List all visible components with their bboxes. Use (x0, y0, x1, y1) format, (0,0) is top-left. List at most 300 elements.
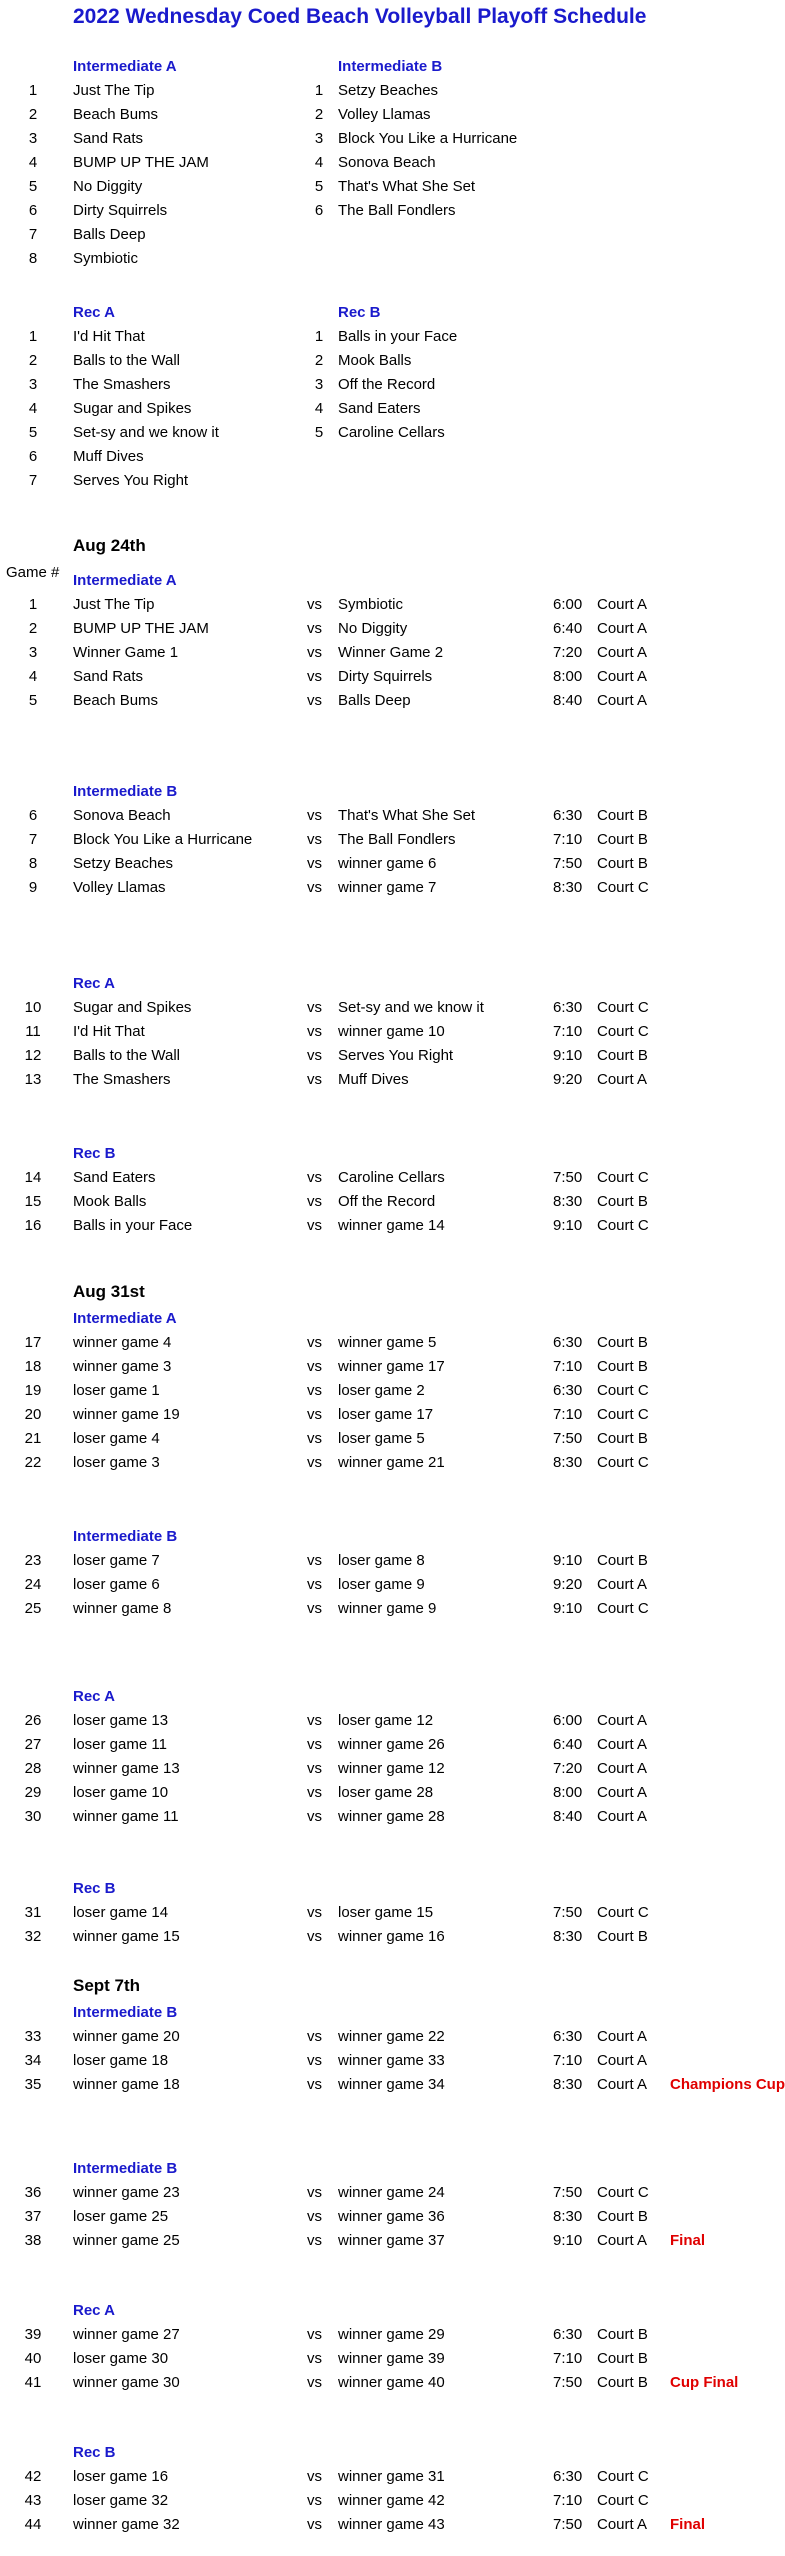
seed-number: 4 (28, 154, 38, 171)
game-court: Court C (597, 1600, 649, 1617)
seed-group-heading: Rec A (73, 304, 115, 321)
game-time: 9:10 (553, 1552, 583, 1569)
team-a: Sugar and Spikes (73, 999, 192, 1016)
team-a: Just The Tip (73, 596, 155, 613)
game-court: Court A (597, 620, 648, 637)
vs-label: vs (307, 1358, 322, 1375)
game-number: 39 (24, 2326, 42, 2343)
seed-team: Balls in your Face (338, 328, 458, 345)
team-a: loser game 14 (73, 1904, 169, 1921)
vs-label: vs (307, 596, 322, 613)
game-number: 12 (24, 1047, 42, 1064)
game-court: Court C (597, 879, 649, 896)
team-b: winner game 43 (338, 2516, 445, 2533)
vs-label: vs (307, 2374, 322, 2391)
vs-label: vs (307, 2184, 322, 2201)
vs-label: vs (307, 692, 322, 709)
game-time: 8:30 (553, 1928, 583, 1945)
final-label: Final (670, 2232, 706, 2249)
seed-team: Sand Rats (73, 130, 144, 147)
team-a: Balls to the Wall (73, 1047, 180, 1064)
game-court: Court A (597, 1736, 648, 1753)
game-time: 8:30 (553, 1454, 583, 1471)
game-time: 8:00 (553, 668, 583, 685)
seed-team: I'd Hit That (73, 328, 145, 345)
vs-label: vs (307, 1712, 322, 1729)
seed-number: 1 (314, 82, 324, 99)
seed-group-heading: Rec B (338, 304, 381, 321)
vs-label: vs (307, 1217, 322, 1234)
game-number: 31 (24, 1904, 42, 1921)
game-number: 32 (24, 1928, 42, 1945)
seed-number: 1 (314, 328, 324, 345)
seed-team: The Ball Fondlers (338, 202, 456, 219)
division-heading: Intermediate B (73, 1528, 178, 1545)
game-number: 5 (28, 692, 38, 709)
game-time: 7:20 (553, 644, 583, 661)
seed-number: 5 (314, 424, 324, 441)
day-heading: Aug 24th (73, 536, 146, 555)
seed-team: No Diggity (73, 178, 143, 195)
division-heading: Rec A (73, 975, 115, 992)
team-b: Symbiotic (338, 596, 404, 613)
team-a: loser game 1 (73, 1382, 160, 1399)
team-a: The Smashers (73, 1071, 171, 1088)
seed-team: Mook Balls (338, 352, 412, 369)
vs-label: vs (307, 2326, 322, 2343)
game-court: Court B (597, 1334, 648, 1351)
seed-team: Set-sy and we know it (73, 424, 219, 441)
game-time: 8:30 (553, 2076, 583, 2093)
team-b: No Diggity (338, 620, 408, 637)
game-number: 41 (24, 2374, 42, 2391)
game-court: Court A (597, 2052, 648, 2069)
final-label: Final (670, 2516, 706, 2533)
game-court: Court C (597, 1217, 649, 1234)
game-time: 9:10 (553, 1217, 583, 1234)
game-court: Court B (597, 1928, 648, 1945)
team-b: Off the Record (338, 1193, 436, 1210)
team-a: winner game 20 (73, 2028, 180, 2045)
team-a: winner game 27 (73, 2326, 180, 2343)
vs-label: vs (307, 1334, 322, 1351)
game-number: 25 (24, 1600, 42, 1617)
team-b: Balls Deep (338, 692, 411, 709)
team-a: loser game 4 (73, 1430, 160, 1447)
seed-group-heading: Intermediate A (73, 58, 177, 75)
game-time: 8:00 (553, 1784, 583, 1801)
game-court: Court C (597, 1454, 649, 1471)
vs-label: vs (307, 1382, 322, 1399)
team-b: Set-sy and we know it (338, 999, 484, 1016)
game-court: Court B (597, 2374, 648, 2391)
game-court: Court C (597, 999, 649, 1016)
game-time: 6:30 (553, 1334, 583, 1351)
division-heading: Intermediate A (73, 572, 177, 589)
game-court: Court A (597, 1071, 648, 1088)
game-time: 8:40 (553, 692, 583, 709)
game-time: 7:10 (553, 1023, 583, 1040)
division-heading: Rec B (73, 1145, 116, 1162)
team-b: loser game 8 (338, 1552, 425, 1569)
game-number: 16 (24, 1217, 42, 1234)
seed-number: 3 (28, 130, 38, 147)
page-title: 2022 Wednesday Coed Beach Volleyball Playoff Schedule (73, 5, 647, 28)
game-number: 24 (24, 1576, 42, 1593)
final-label: Cup Final (670, 2374, 739, 2391)
team-b: Caroline Cellars (338, 1169, 445, 1186)
vs-label: vs (307, 1193, 322, 1210)
game-time: 8:30 (553, 1193, 583, 1210)
team-a: winner game 19 (73, 1406, 180, 1423)
team-a: winner game 18 (73, 2076, 180, 2093)
seed-team: BUMP UP THE JAM (73, 154, 209, 171)
seed-team: Balls Deep (73, 226, 146, 243)
game-court: Court A (597, 644, 648, 661)
vs-label: vs (307, 855, 322, 872)
seed-team: Dirty Squirrels (73, 202, 168, 219)
vs-label: vs (307, 1928, 322, 1945)
vs-label: vs (307, 1760, 322, 1777)
game-time: 9:10 (553, 2232, 583, 2249)
game-time: 9:20 (553, 1576, 583, 1593)
game-number: 23 (24, 1552, 42, 1569)
seed-number: 1 (28, 82, 38, 99)
division-heading: Intermediate B (73, 783, 178, 800)
game-number: 34 (24, 2052, 42, 2069)
vs-label: vs (307, 1736, 322, 1753)
seed-team: Symbiotic (73, 250, 139, 267)
game-number: 40 (24, 2350, 42, 2367)
team-a: winner game 15 (73, 1928, 180, 1945)
seed-number: 2 (314, 106, 324, 123)
vs-label: vs (307, 1552, 322, 1569)
game-court: Court A (597, 1808, 648, 1825)
team-b: loser game 17 (338, 1406, 434, 1423)
team-b: That's What She Set (338, 807, 476, 824)
vs-label: vs (307, 2076, 322, 2093)
seed-team: Muff Dives (73, 448, 144, 465)
game-court: Court C (597, 1406, 649, 1423)
vs-label: vs (307, 807, 322, 824)
game-court: Court C (597, 2492, 649, 2509)
vs-label: vs (307, 2350, 322, 2367)
seed-number: 4 (314, 400, 324, 417)
team-a: Beach Bums (73, 692, 159, 709)
game-number: 27 (24, 1736, 42, 1753)
game-time: 7:10 (553, 2052, 583, 2069)
division-heading: Rec A (73, 1688, 115, 1705)
team-b: winner game 5 (338, 1334, 437, 1351)
seed-number: 3 (28, 376, 38, 393)
game-number: 37 (24, 2208, 42, 2225)
team-b: Muff Dives (338, 1071, 409, 1088)
division-heading: Intermediate B (73, 2004, 178, 2021)
team-b: winner game 6 (338, 855, 437, 872)
vs-label: vs (307, 2492, 322, 2509)
game-time: 6:40 (553, 1736, 583, 1753)
team-a: Block You Like a Hurricane (73, 831, 253, 848)
team-a: Sonova Beach (73, 807, 171, 824)
vs-label: vs (307, 999, 322, 1016)
day-heading: Aug 31st (73, 1282, 145, 1301)
team-a: Winner Game 1 (73, 644, 179, 661)
vs-label: vs (307, 1454, 322, 1471)
team-b: winner game 22 (338, 2028, 445, 2045)
final-label: Champions Cup (670, 2076, 785, 2093)
team-a: winner game 32 (73, 2516, 180, 2533)
team-b: winner game 16 (338, 1928, 445, 1945)
game-time: 7:50 (553, 1430, 583, 1447)
seed-number: 2 (314, 352, 324, 369)
seed-team: Beach Bums (73, 106, 159, 123)
vs-label: vs (307, 2208, 322, 2225)
vs-label: vs (307, 620, 322, 637)
seed-number: 5 (314, 178, 324, 195)
game-number: 30 (24, 1808, 42, 1825)
team-b: winner game 42 (338, 2492, 445, 2509)
game-number: 7 (28, 831, 38, 848)
game-court: Court B (597, 2326, 648, 2343)
game-court: Court C (597, 1169, 649, 1186)
game-court: Court A (597, 2232, 648, 2249)
game-court: Court B (597, 1358, 648, 1375)
game-number: 42 (24, 2468, 42, 2485)
team-a: loser game 6 (73, 1576, 160, 1593)
game-time: 6:30 (553, 2468, 583, 2485)
seed-number: 4 (28, 400, 38, 417)
team-b: winner game 31 (338, 2468, 445, 2485)
team-b: loser game 2 (338, 1382, 425, 1399)
seed-number: 4 (314, 154, 324, 171)
team-b: winner game 9 (338, 1600, 437, 1617)
seed-team: Sugar and Spikes (73, 400, 192, 417)
vs-label: vs (307, 1047, 322, 1064)
vs-label: vs (307, 644, 322, 661)
game-time: 6:30 (553, 2326, 583, 2343)
team-a: winner game 23 (73, 2184, 180, 2201)
game-court: Court A (597, 2516, 648, 2533)
game-time: 6:30 (553, 2028, 583, 2045)
team-b: winner game 34 (338, 2076, 445, 2093)
vs-label: vs (307, 1071, 322, 1088)
team-a: loser game 32 (73, 2492, 169, 2509)
game-time: 9:10 (553, 1600, 583, 1617)
team-a: Mook Balls (73, 1193, 147, 1210)
game-time: 7:10 (553, 1406, 583, 1423)
team-b: Winner Game 2 (338, 644, 444, 661)
team-b: winner game 14 (338, 1217, 445, 1234)
game-number: 1 (28, 596, 38, 613)
division-heading: Intermediate B (73, 2160, 178, 2177)
team-b: winner game 29 (338, 2326, 445, 2343)
vs-label: vs (307, 1600, 322, 1617)
game-court: Court A (597, 1576, 648, 1593)
team-a: Volley Llamas (73, 879, 166, 896)
team-a: BUMP UP THE JAM (73, 620, 209, 637)
game-number: 18 (24, 1358, 42, 1375)
team-a: winner game 8 (73, 1600, 172, 1617)
game-time: 6:30 (553, 1382, 583, 1399)
seed-team: Off the Record (338, 376, 436, 393)
game-court: Court B (597, 1193, 648, 1210)
team-a: winner game 11 (73, 1808, 179, 1825)
seed-number: 5 (28, 424, 38, 441)
game-time: 6:40 (553, 620, 583, 637)
game-number: 17 (24, 1334, 42, 1351)
game-court: Court A (597, 692, 648, 709)
team-b: Dirty Squirrels (338, 668, 433, 685)
game-number: 13 (24, 1071, 42, 1088)
seed-number: 5 (28, 178, 38, 195)
seed-team: Block You Like a Hurricane (338, 130, 518, 147)
vs-label: vs (307, 2468, 322, 2485)
game-court: Court B (597, 1430, 648, 1447)
game-time: 8:30 (553, 879, 583, 896)
team-a: winner game 25 (73, 2232, 180, 2249)
game-time: 7:50 (553, 1169, 583, 1186)
game-number: 20 (24, 1406, 42, 1423)
game-court: Court A (597, 2028, 648, 2045)
game-number: 35 (24, 2076, 42, 2093)
seed-team: Caroline Cellars (338, 424, 445, 441)
team-a: Sand Rats (73, 668, 144, 685)
game-court: Court B (597, 855, 648, 872)
game-number: 6 (28, 807, 38, 824)
day-heading: Sept 7th (73, 1976, 141, 1995)
game-number: 22 (24, 1454, 42, 1471)
game-time: 9:20 (553, 1071, 583, 1088)
team-a: I'd Hit That (73, 1023, 145, 1040)
game-time: 7:50 (553, 855, 583, 872)
team-a: loser game 30 (73, 2350, 169, 2367)
game-number: 19 (24, 1382, 42, 1399)
seed-number: 2 (28, 352, 38, 369)
division-heading: Intermediate A (73, 1310, 177, 1327)
team-b: The Ball Fondlers (338, 831, 456, 848)
team-b: winner game 37 (338, 2232, 445, 2249)
game-number: 15 (24, 1193, 42, 1210)
game-number-header: Game # (6, 564, 60, 581)
team-a: loser game 25 (73, 2208, 169, 2225)
team-a: loser game 11 (73, 1736, 167, 1753)
division-heading: Rec B (73, 2444, 116, 2461)
game-number: 29 (24, 1784, 42, 1801)
vs-label: vs (307, 2052, 322, 2069)
game-number: 28 (24, 1760, 42, 1777)
seed-team: Sand Eaters (338, 400, 421, 417)
vs-label: vs (307, 2232, 322, 2249)
game-time: 6:00 (553, 1712, 583, 1729)
seed-team: Sonova Beach (338, 154, 436, 171)
seed-number: 8 (28, 250, 38, 267)
seed-team: Serves You Right (73, 472, 189, 489)
game-court: Court B (597, 2208, 648, 2225)
team-b: winner game 12 (338, 1760, 445, 1777)
seed-number: 7 (28, 226, 38, 243)
game-time: 8:40 (553, 1808, 583, 1825)
game-time: 6:00 (553, 596, 583, 613)
vs-label: vs (307, 879, 322, 896)
vs-label: vs (307, 1169, 322, 1186)
game-court: Court A (597, 1784, 648, 1801)
team-a: winner game 4 (73, 1334, 172, 1351)
team-b: winner game 40 (338, 2374, 445, 2391)
game-number: 43 (24, 2492, 42, 2509)
team-a: loser game 3 (73, 1454, 160, 1471)
vs-label: vs (307, 831, 322, 848)
seed-number: 2 (28, 106, 38, 123)
game-court: Court C (597, 1904, 649, 1921)
game-time: 7:50 (553, 1904, 583, 1921)
seed-number: 7 (28, 472, 38, 489)
game-time: 9:10 (553, 1047, 583, 1064)
game-court: Court B (597, 807, 648, 824)
team-b: loser game 15 (338, 1904, 434, 1921)
game-number: 8 (28, 855, 38, 872)
game-court: Court B (597, 1552, 648, 1569)
game-court: Court A (597, 1760, 648, 1777)
game-court: Court C (597, 1382, 649, 1399)
game-number: 4 (28, 668, 38, 685)
game-number: 21 (24, 1430, 42, 1447)
vs-label: vs (307, 1904, 322, 1921)
seed-team: Just The Tip (73, 82, 155, 99)
team-a: Sand Eaters (73, 1169, 156, 1186)
team-a: winner game 3 (73, 1358, 172, 1375)
game-time: 7:10 (553, 2492, 583, 2509)
game-time: 6:30 (553, 807, 583, 824)
game-court: Court C (597, 2184, 649, 2201)
seed-number: 1 (28, 328, 38, 345)
team-b: loser game 28 (338, 1784, 434, 1801)
team-b: winner game 28 (338, 1808, 445, 1825)
vs-label: vs (307, 1430, 322, 1447)
game-court: Court B (597, 2350, 648, 2367)
team-a: winner game 30 (73, 2374, 180, 2391)
team-b: winner game 39 (338, 2350, 445, 2367)
seed-team: The Smashers (73, 376, 171, 393)
vs-label: vs (307, 668, 322, 685)
game-number: 14 (24, 1169, 42, 1186)
team-a: loser game 18 (73, 2052, 169, 2069)
vs-label: vs (307, 2516, 322, 2533)
game-time: 7:10 (553, 2350, 583, 2367)
vs-label: vs (307, 1023, 322, 1040)
seed-number: 6 (28, 448, 38, 465)
team-b: loser game 9 (338, 1576, 425, 1593)
team-b: winner game 33 (338, 2052, 445, 2069)
team-b: loser game 12 (338, 1712, 434, 1729)
team-a: Balls in your Face (73, 1217, 193, 1234)
vs-label: vs (307, 1406, 322, 1423)
game-court: Court A (597, 668, 648, 685)
game-court: Court A (597, 2076, 648, 2093)
game-number: 26 (24, 1712, 42, 1729)
seed-number: 6 (314, 202, 324, 219)
game-number: 36 (24, 2184, 42, 2201)
game-number: 44 (24, 2516, 42, 2533)
team-a: winner game 13 (73, 1760, 180, 1777)
seed-team: Balls to the Wall (73, 352, 180, 369)
vs-label: vs (307, 1784, 322, 1801)
game-court: Court C (597, 1023, 649, 1040)
team-a: loser game 7 (73, 1552, 160, 1569)
game-number: 38 (24, 2232, 42, 2249)
team-b: winner game 24 (338, 2184, 445, 2201)
game-number: 2 (28, 620, 38, 637)
game-number: 10 (24, 999, 42, 1016)
